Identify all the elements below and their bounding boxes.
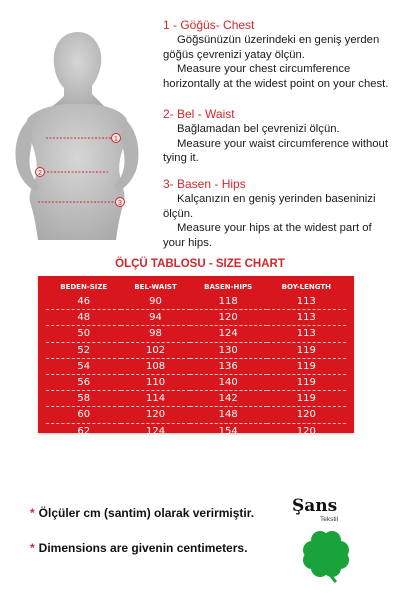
note-english-text: Dimensions are givenin centimeters. — [38, 541, 248, 555]
size-row — [46, 423, 346, 439]
instruction-waist-title: 2- Bel - Waist — [163, 107, 235, 121]
cell-waist: 108 — [121, 358, 189, 374]
cell-hips: 118 — [190, 294, 267, 310]
cell-size: 50 — [46, 326, 121, 342]
size-chart-title: ÖLÇÜ TABLOSU - SIZE CHART — [115, 258, 285, 270]
asterisk-icon: * — [30, 541, 35, 555]
cell-size: 62 — [77, 425, 91, 437]
size-table-body — [46, 294, 346, 439]
instruction-chest — [163, 18, 395, 91]
brand-subtitle: Tekstil — [320, 516, 339, 523]
cell-length: 119 — [267, 342, 346, 358]
instruction-chest-title: 1 - Göğüs- Chest — [163, 18, 255, 32]
cell-length: 113 — [267, 294, 346, 310]
asterisk-icon: * — [30, 506, 35, 520]
instruction-chest-en: Measure your chest circumference horizontally at the widest point on your chest. — [163, 63, 389, 90]
size-row — [46, 391, 346, 407]
size-row — [46, 326, 346, 342]
note-turkish — [30, 506, 254, 520]
instruction-waist-tr: Bağlamadan bel çevrenizi ölçün. — [177, 123, 340, 136]
cell-length: 119 — [267, 391, 346, 407]
instruction-chest-tr: Göğsünüzün üzerindeki en geniş yerden göğüs çevrenizi yatay ölçün. — [163, 34, 380, 61]
cell-waist: 110 — [121, 374, 189, 390]
clover-icon — [300, 526, 352, 584]
brand-name: Şans — [292, 496, 338, 516]
size-row — [46, 294, 346, 310]
cell-length: 120 — [267, 407, 346, 423]
marker-hips — [116, 198, 125, 207]
cell-waist: 124 — [145, 425, 166, 437]
size-row — [46, 342, 346, 358]
size-chart — [38, 276, 354, 437]
cell-size: 48 — [46, 310, 121, 326]
cell-waist: 102 — [121, 342, 189, 358]
cell-waist: 94 — [121, 310, 189, 326]
cell-hips: 130 — [190, 342, 267, 358]
cell-waist: 114 — [121, 391, 189, 407]
cell-waist: 98 — [121, 326, 189, 342]
silhouette-drawing — [8, 30, 158, 250]
cell-waist: 90 — [121, 294, 189, 310]
cell-size: 58 — [46, 391, 121, 407]
cell-hips: 142 — [190, 391, 267, 407]
size-row — [46, 310, 346, 326]
cell-hips: 120 — [190, 310, 267, 326]
instruction-waist-en: Measure your waist circumference without tying it. — [163, 137, 388, 165]
cell-size: 56 — [46, 374, 121, 390]
instruction-waist — [163, 107, 395, 166]
cell-size: 60 — [46, 407, 121, 423]
header-size: BEDEN-SIZE — [60, 283, 108, 291]
size-table-header — [46, 280, 346, 294]
marker-waist — [36, 168, 45, 177]
cell-length: 113 — [267, 326, 346, 342]
svg-text:1: 1 — [114, 135, 118, 143]
body-silhouette-figure — [8, 30, 158, 250]
note-turkish-text: Ölçüler cm (santim) olarak verirmiştir. — [38, 506, 255, 520]
svg-text:3: 3 — [118, 199, 122, 207]
header-waist: BEL-WAIST — [134, 283, 177, 291]
instruction-hips-en: Measure your hips at the widest part of your hips. — [163, 222, 372, 249]
size-row — [46, 407, 346, 423]
size-row — [46, 374, 346, 390]
cell-length: 119 — [267, 374, 346, 390]
instruction-hips — [163, 177, 395, 250]
cell-hips: 148 — [190, 407, 267, 423]
brand-logo — [290, 496, 360, 586]
size-table — [46, 280, 346, 439]
size-row — [46, 358, 346, 374]
cell-waist: 120 — [121, 407, 189, 423]
cell-size: 46 — [46, 294, 121, 310]
svg-text:2: 2 — [38, 169, 42, 177]
cell-size: 54 — [46, 358, 121, 374]
cell-hips: 154 — [218, 425, 238, 437]
marker-chest — [112, 134, 121, 143]
cell-length: 119 — [267, 358, 346, 374]
instruction-hips-tr: Kalçanızın en geniş yerinden baseninizi ölçün. — [163, 193, 376, 220]
header-hips: BASEN-HIPS — [204, 283, 253, 291]
header-length: BOY-LENGTH — [281, 283, 332, 291]
instruction-hips-title: 3- Basen - Hips — [163, 177, 246, 191]
cell-hips: 136 — [190, 358, 267, 374]
cell-size: 52 — [46, 342, 121, 358]
cell-length: 120 — [296, 425, 316, 437]
cell-length: 113 — [267, 310, 346, 326]
cell-hips: 124 — [190, 326, 267, 342]
cell-hips: 140 — [190, 374, 267, 390]
note-english — [30, 541, 247, 555]
